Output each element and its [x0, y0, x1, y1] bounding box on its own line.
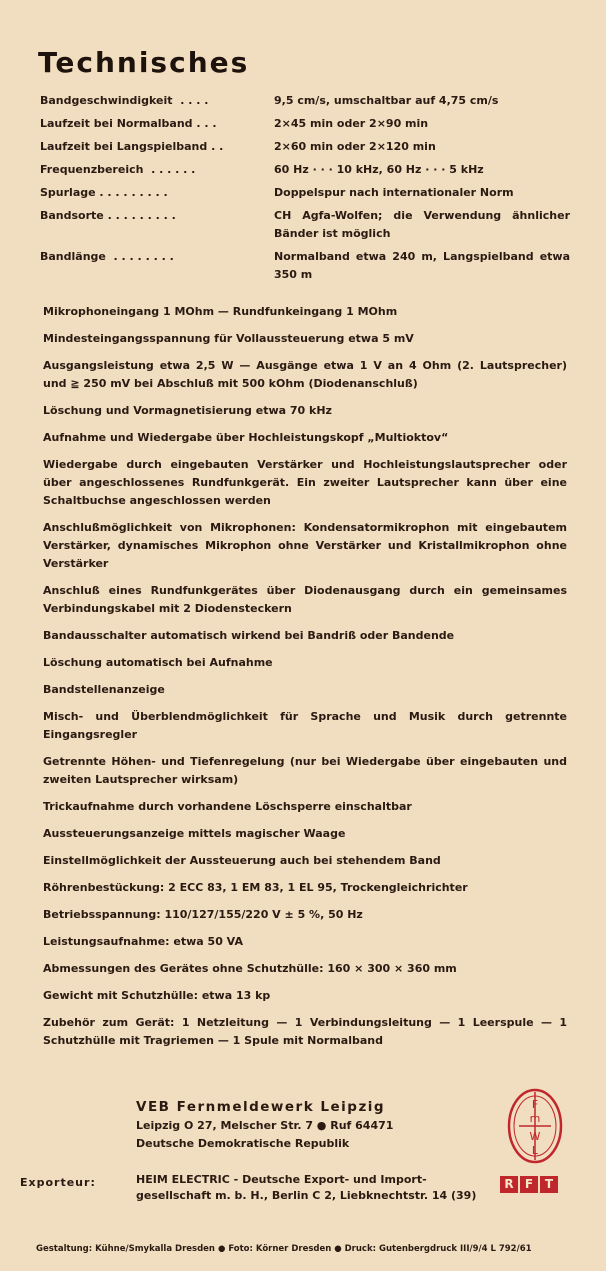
rft-letter: R: [500, 1176, 518, 1193]
spec-value: 60 Hz · · · 10 kHz, 60 Hz · · · 5 kHz: [274, 163, 484, 176]
spec-value: Doppelspur nach internationaler Norm: [274, 186, 514, 199]
manufacturer-country: Deutsche Demokratische Republik: [136, 1137, 350, 1150]
exporter-line: gesellschaft m. b. H., Berlin C 2, Liebknechtstr. 14 (39): [136, 1189, 477, 1202]
spec-label: Bandgeschwindigkeit . . . .: [40, 94, 209, 107]
spec-label: Bandsorte . . . . . . . . .: [40, 209, 176, 222]
exporter-label: Exporteur:: [20, 1176, 96, 1189]
page-title: Technisches: [38, 46, 250, 79]
spec-label: Frequenzbereich . . . . . .: [40, 163, 196, 176]
feature-item: Bandstellenanzeige: [43, 683, 165, 696]
manufacturer-address: Leipzig O 27, Melscher Str. 7 ● Ruf 64471: [136, 1119, 394, 1132]
spec-label: Laufzeit bei Langspielband . .: [40, 140, 224, 153]
feature-item: Betriebsspannung: 110/127/155/220 V ± 5 %, 50 Hz: [43, 908, 363, 921]
spec-table: [40, 92, 570, 289]
svg-text:W: W: [529, 1130, 541, 1143]
feature-item: Löschung und Vormagnetisierung etwa 70 kHz: [43, 404, 332, 417]
rft-logo: [500, 1176, 558, 1193]
spec-value: 2×45 min oder 2×90 min: [274, 117, 429, 130]
feature-item: Anschluß eines Rundfunkgerätes über Diodenausgang durch ein gemeinsames Verbindungskabel mit 2 Diodensteckern: [43, 584, 567, 615]
spec-row: [40, 248, 570, 284]
spec-value: Normalband etwa 240 m, Langspielband etwa 350 m: [274, 250, 570, 281]
exporter-line: HEIM ELECTRIC - Deutsche Export- und Import-: [136, 1173, 427, 1186]
spec-row: [40, 115, 570, 133]
feature-item: Löschung automatisch bei Aufnahme: [43, 656, 273, 669]
credits-line: Gestaltung: Kühne/Smykalla Dresden ● Foto: Körner Dresden ● Druck: Gutenbergdruck III/9/4 L 792/61: [36, 1244, 532, 1254]
spec-row: [40, 161, 570, 179]
feature-item: Zubehör zum Gerät: 1 Netzleitung — 1 Verbindungsleitung — 1 Leerspule — 1 Schutzhülle mit Tragriemen — 1 Spule mit Normalband: [43, 1016, 567, 1047]
spec-row: [40, 92, 570, 110]
feature-item: Mikrophoneingang 1 MOhm — Rundfunkeingang 1 MOhm: [43, 305, 398, 318]
feature-item: Leistungsaufnahme: etwa 50 VA: [43, 935, 243, 948]
feature-item: Aufnahme und Wiedergabe über Hochleistungskopf „Multioktov“: [43, 431, 449, 444]
feature-item: Getrennte Höhen- und Tiefenregelung (nur bei Wiedergabe über eingebauten und zweiten Lautsprecher wirksam): [43, 755, 567, 786]
spec-label: Spurlage . . . . . . . . .: [40, 186, 168, 199]
spec-row: [40, 184, 570, 202]
svg-text:F: F: [531, 1098, 539, 1111]
spec-value: 9,5 cm/s, umschaltbar auf 4,75 cm/s: [274, 94, 499, 107]
spec-label: Bandlänge . . . . . . . .: [40, 250, 174, 263]
feature-item: Röhrenbestückung: 2 ECC 83, 1 EM 83, 1 EL 95, Trockengleichrichter: [43, 881, 468, 894]
feature-item: Anschlußmöglichkeit von Mikrophonen: Kondensatormikrophon mit eingebautem Verstärker, dynamisches Mikrophon ohne Verstärker und Kristallmikrophon ohne Verstärker: [43, 521, 567, 570]
feature-item: Einstellmöglichkeit der Aussteuerung auch bei stehendem Band: [43, 854, 441, 867]
feature-item: Bandausschalter automatisch wirkend bei Bandriß oder Bandende: [43, 629, 455, 642]
rft-letter: T: [540, 1176, 558, 1193]
spec-row: [40, 207, 570, 243]
svg-text:L: L: [531, 1144, 539, 1157]
spec-value: CH Agfa-Wolfen; die Verwendung ähnlicher Bänder ist möglich: [274, 209, 570, 240]
rft-letter: F: [520, 1176, 538, 1193]
feature-item: Mindesteingangsspannung für Vollaussteuerung etwa 5 mV: [43, 332, 414, 345]
spec-row: [40, 138, 570, 156]
feature-item: Wiedergabe durch eingebauten Verstärker und Hochleistungslautsprecher oder über angeschlossenes Rundfunkgerät. Ein zweiter Lautsprecher kann über eine Schaltbuchse angeschlossen werden: [43, 458, 567, 507]
spec-value: 2×60 min oder 2×120 min: [274, 140, 436, 153]
feature-item: Aussteuerungsanzeige mittels magischer Waage: [43, 827, 346, 840]
feature-list: [43, 303, 567, 1059]
manufacturer-name: VEB Fernmeldewerk Leipzig: [136, 1099, 386, 1115]
spec-label: Laufzeit bei Normalband . . .: [40, 117, 217, 130]
feature-item: Abmessungen des Gerätes ohne Schutzhülle: 160 × 300 × 360 mm: [43, 962, 457, 975]
feature-item: Ausgangsleistung etwa 2,5 W — Ausgänge etwa 1 V an 4 Ohm (2. Lautsprecher) und ≧ 250 mV bei Abschluß mit 500 kOhm (Diodenanschluß): [43, 359, 567, 390]
manufacturer-block: [136, 1098, 476, 1153]
feature-item: Gewicht mit Schutzhülle: etwa 13 kp: [43, 989, 271, 1002]
feature-item: Misch- und Überblendmöglichkeit für Sprache und Musik durch getrennte Eingangsregler: [43, 710, 567, 741]
exporter-text: [136, 1172, 476, 1204]
feature-item: Trickaufnahme durch vorhandene Löschsperre einschaltbar: [43, 800, 412, 813]
exporter-block: [20, 1172, 490, 1204]
svg-text:m: m: [529, 1112, 541, 1125]
